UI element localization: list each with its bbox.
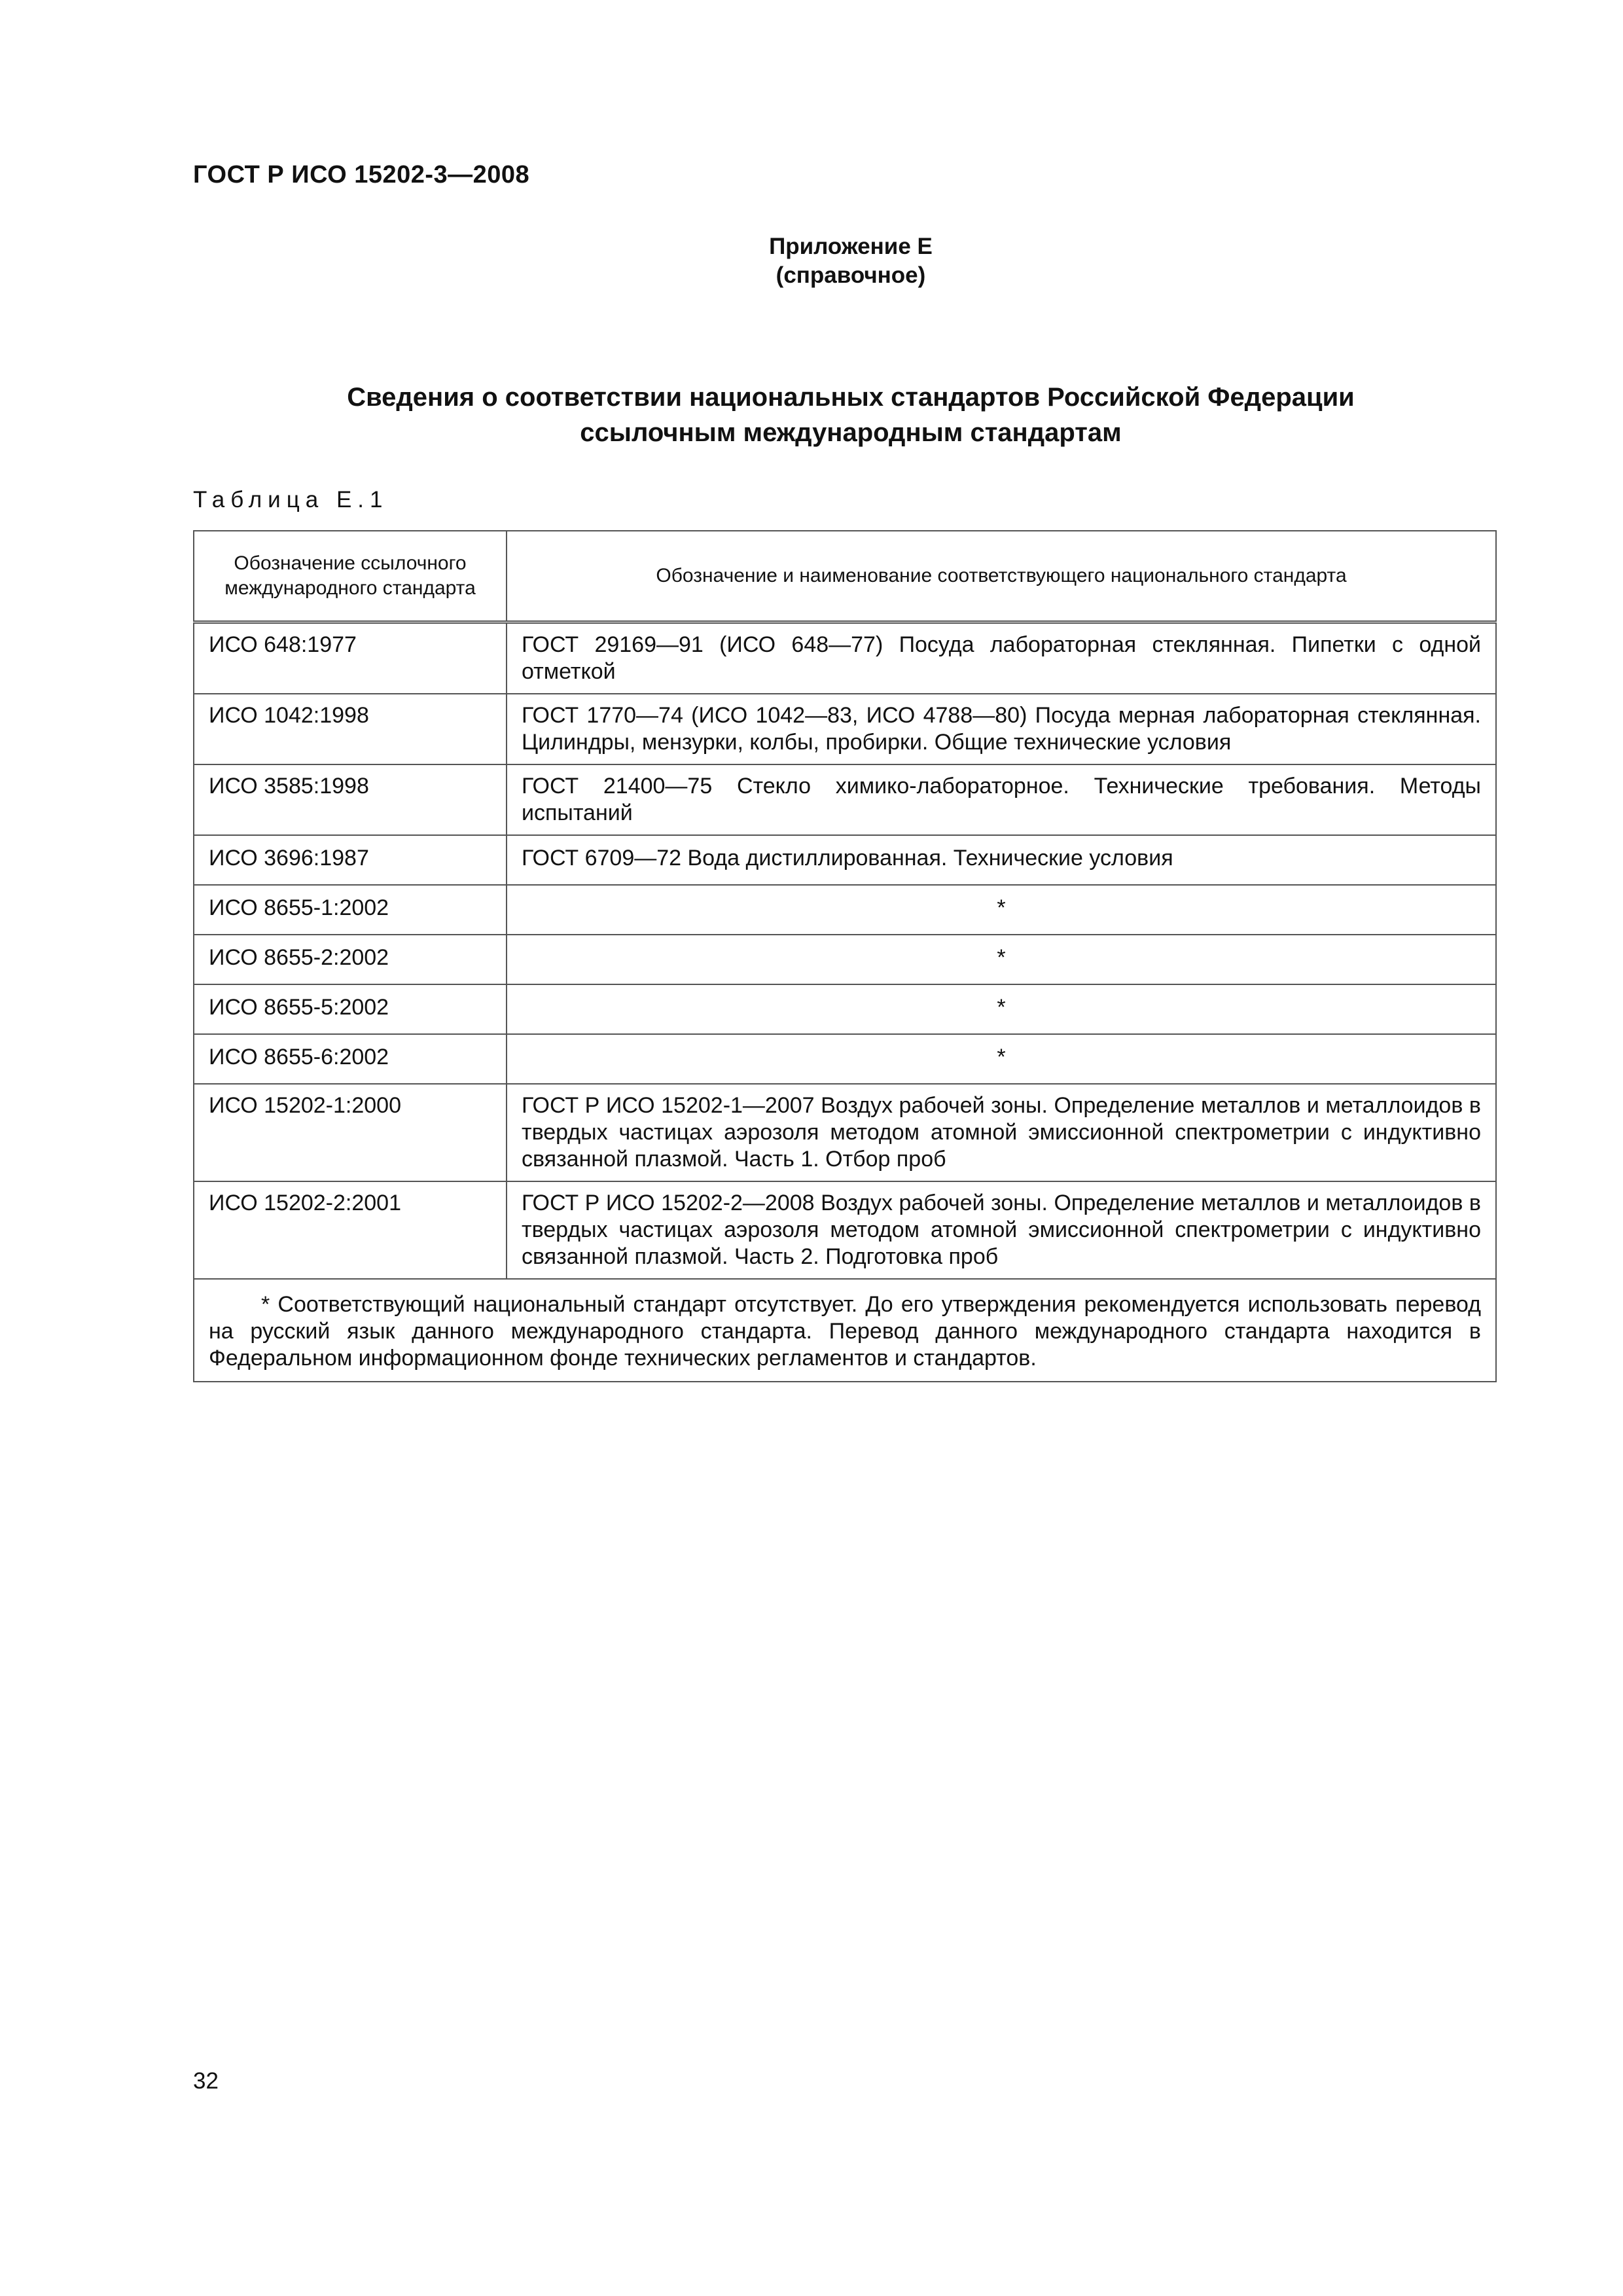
- table-row: [194, 1034, 1496, 1084]
- international-standard-cell: ИСО 8655-5:2002: [194, 984, 507, 1034]
- section-title-line2: ссылочным международным стандартам: [580, 418, 1122, 447]
- national-standard-cell: ГОСТ 6709—72 Вода дистиллированная. Технические условия: [507, 835, 1496, 885]
- document-code: ГОСТ Р ИСО 15202-3—2008: [193, 161, 530, 188]
- table-row: [194, 764, 1496, 835]
- header-international-standard: Обозначение ссылочного международного стандарта: [194, 531, 507, 622]
- national-standard-cell: ГОСТ Р ИСО 15202-1—2007 Воздух рабочей зоны. Определение металлов и металлоидов в твердых частицах аэрозоля методом атомной эмиссионной спектрометрии с индуктивно связанной плазмой. Часть 1. Отбор проб: [507, 1084, 1496, 1181]
- table-row: [194, 1181, 1496, 1279]
- table-row: [194, 885, 1496, 935]
- national-standard-cell: ГОСТ 29169—91 (ИСО 648—77) Посуда лабораторная стеклянная. Пипетки с одной отметкой: [507, 622, 1496, 694]
- section-title: [196, 380, 1505, 450]
- international-standard-cell: ИСО 8655-2:2002: [194, 935, 507, 984]
- annex-label: Приложение Е: [769, 234, 933, 259]
- national-standard-absent-cell: *: [507, 885, 1496, 935]
- section-title-line1: Сведения о соответствии национальных стандартов Российской Федерации: [347, 383, 1355, 412]
- national-standard-cell: ГОСТ 1770—74 (ИСО 1042—83, ИСО 4788—80) Посуда мерная лабораторная стеклянная. Цилиндры, мензурки, колбы, пробирки. Общие технические условия: [507, 694, 1496, 764]
- table-footnote-row: [194, 1279, 1496, 1382]
- national-standard-cell: ГОСТ Р ИСО 15202-2—2008 Воздух рабочей зоны. Определение металлов и металлоидов в твердых частицах аэрозоля методом атомной эмиссионной спектрометрии с индуктивно связанной плазмой. Часть 2. Подготовка проб: [507, 1181, 1496, 1279]
- annex-heading: [654, 232, 1047, 290]
- table-row: [194, 694, 1496, 764]
- national-standard-absent-cell: *: [507, 1034, 1496, 1084]
- table-footnote: * Соответствующий национальный стандарт отсутствует. До его утверждения рекомендуется использовать перевод на русский язык данного международного стандарта. Перевод данного международного стандарта находится в Федеральном информационном фонде технических регламентов и стандартов.: [194, 1279, 1496, 1382]
- standards-correspondence-table: [193, 530, 1497, 1382]
- header-national-standard: Обозначение и наименование соответствующего национального стандарта: [507, 531, 1496, 622]
- international-standard-cell: ИСО 1042:1998: [194, 694, 507, 764]
- table-row: [194, 622, 1496, 694]
- table-row: [194, 1084, 1496, 1181]
- international-standard-cell: ИСО 3585:1998: [194, 764, 507, 835]
- page-number: 32: [193, 2068, 219, 2094]
- table-row: [194, 935, 1496, 984]
- table-row: [194, 984, 1496, 1034]
- national-standard-cell: ГОСТ 21400—75 Стекло химико-лабораторное. Технические требования. Методы испытаний: [507, 764, 1496, 835]
- international-standard-cell: ИСО 15202-1:2000: [194, 1084, 507, 1181]
- table-header-row: [194, 531, 1496, 622]
- international-standard-cell: ИСО 648:1977: [194, 622, 507, 694]
- national-standard-absent-cell: *: [507, 935, 1496, 984]
- annex-type: (справочное): [776, 262, 926, 288]
- international-standard-cell: ИСО 8655-1:2002: [194, 885, 507, 935]
- national-standard-absent-cell: *: [507, 984, 1496, 1034]
- table-caption: Таблица Е.1: [193, 487, 389, 512]
- international-standard-cell: ИСО 3696:1987: [194, 835, 507, 885]
- table-row: [194, 835, 1496, 885]
- international-standard-cell: ИСО 8655-6:2002: [194, 1034, 507, 1084]
- international-standard-cell: ИСО 15202-2:2001: [194, 1181, 507, 1279]
